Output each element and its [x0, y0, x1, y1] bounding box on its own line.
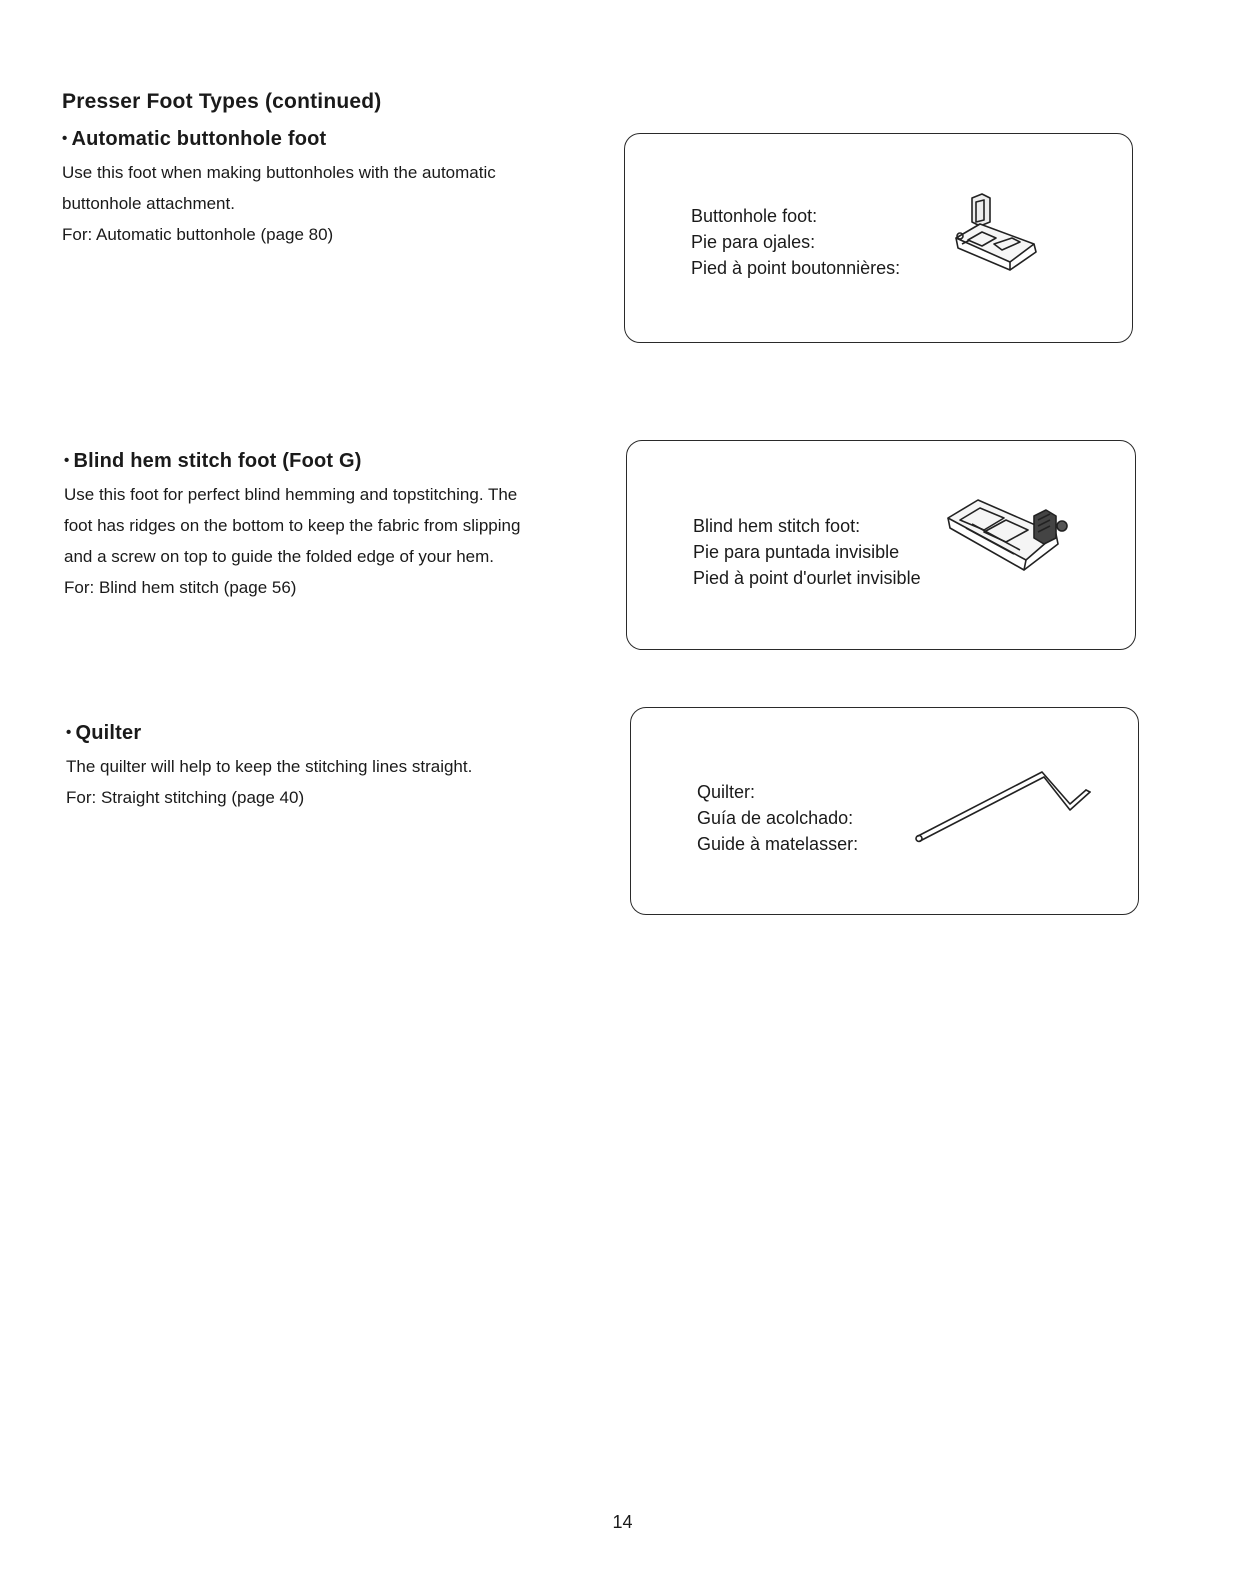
- section-quilter: [66, 722, 626, 813]
- description-line: The quilter will help to keep the stitching lines straight.: [66, 757, 473, 776]
- label-english: Blind hem stitch foot:: [693, 516, 861, 536]
- blind-hem-foot-icon: [944, 494, 1074, 574]
- section-heading: [66, 722, 626, 745]
- label-spanish: Pie para ojales:: [691, 232, 816, 252]
- label-spanish: Guía de acolchado:: [697, 808, 854, 828]
- buttonhole-foot-icon: [950, 192, 1045, 272]
- description-line: foot has ridges on the bottom to keep the fabric from slipping: [64, 516, 521, 535]
- section-heading-text: Quilter: [75, 722, 142, 744]
- for-line: For: Straight stitching (page 40): [66, 788, 305, 807]
- section-description: [66, 751, 626, 782]
- section-heading: [64, 450, 624, 473]
- label-spanish: Pie para puntada invisible: [693, 542, 900, 562]
- label-french: Pied à point boutonnières:: [691, 258, 901, 278]
- description-line: Use this foot for perfect blind hemming and topstitching. The: [64, 485, 518, 504]
- section-description: [62, 157, 622, 219]
- quilter-guide-icon: [910, 764, 1100, 854]
- description-line: and a screw on top to guide the folded edge of your hem.: [64, 547, 495, 566]
- box-labels: [697, 779, 858, 857]
- section-heading: [62, 128, 622, 151]
- label-french: Pied à point d'ourlet invisible: [693, 568, 921, 588]
- section-automatic-buttonhole-foot: [62, 128, 622, 250]
- bullet-icon: •: [62, 130, 68, 147]
- box-labels: [693, 513, 921, 591]
- description-line: buttonhole attachment.: [62, 194, 235, 213]
- section-blind-hem-stitch-foot: [64, 450, 624, 603]
- for-line: For: Blind hem stitch (page 56): [64, 578, 297, 597]
- bullet-icon: •: [64, 452, 70, 469]
- label-english: Buttonhole foot:: [691, 206, 818, 226]
- section-heading-text: Blind hem stitch foot (Foot G): [73, 450, 362, 472]
- description-line: Use this foot when making buttonholes with the automatic: [62, 163, 496, 182]
- box-labels: [691, 203, 900, 281]
- section-heading-text: Automatic buttonhole foot: [71, 128, 327, 150]
- page-title: Presser Foot Types (continued): [62, 90, 382, 113]
- section-description: [64, 479, 624, 572]
- label-english: Quilter:: [697, 782, 756, 802]
- bullet-icon: •: [66, 724, 72, 741]
- page-number: 14: [612, 1512, 633, 1532]
- label-french: Guide à matelasser:: [697, 834, 859, 854]
- for-line: For: Automatic buttonhole (page 80): [62, 225, 334, 244]
